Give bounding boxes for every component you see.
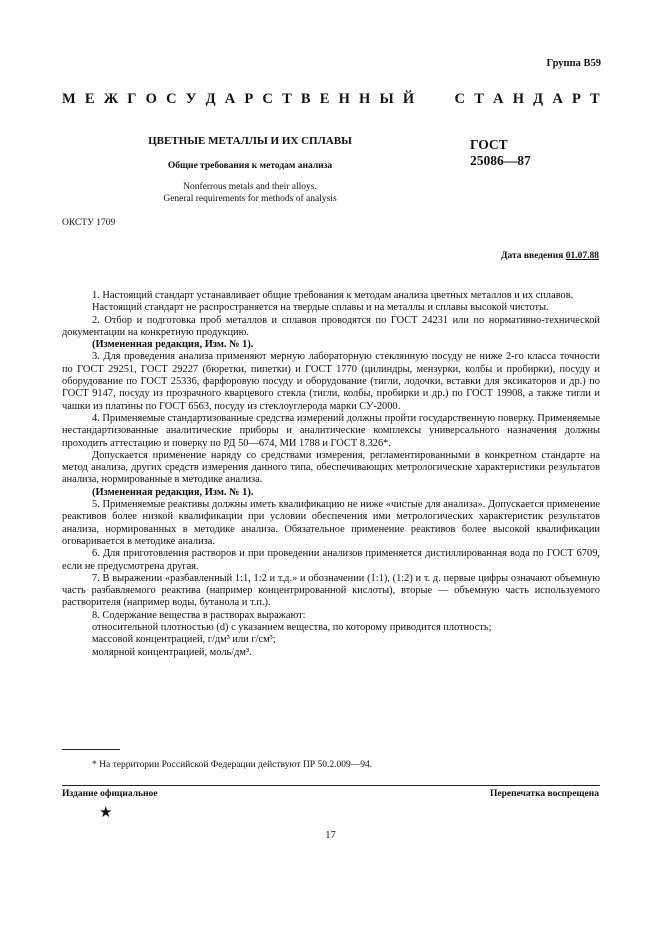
paragraph: Допускается применение наряду со средствами измерения, регламентированными в конкретном стандарте на метод анализа, других средств измерения данного типа, обеспечивающих метрологические характеристики результатов анализа, нормированные в методике анализа. [62,449,600,486]
banner-letter: Р [244,91,254,107]
footnote-divider [62,749,120,750]
banner-letter: Р [571,91,581,107]
introduction-date-label: Дата введения [500,251,566,261]
standard-banner [62,91,600,108]
banner-letter: О [145,91,157,107]
list-item: массовой концентрацией, г/дм³ или г/см³; [92,634,276,646]
document-title: ЦВЕТНЫЕ МЕТАЛЛЫ И ИХ СПЛАВЫ [148,135,352,147]
banner-letter: С [166,91,177,107]
banner-letter: Т [282,91,292,107]
banner-letter: У [185,91,197,107]
banner-letter: Д [205,91,216,107]
banner-letter: Н [512,91,524,107]
paragraph: 7. В выражении «разбавленный 1:1, 1:2 и т.д.» и обозначении (1:1), (1:2) и т. д. первые цифры означают объемную часть разбавляемого реактива (например концентрированной кислоты), вторые — объемную часть используемого растворителя (например воды, бутанола и т.п.). [62,572,600,609]
banner-letter: Н [338,91,350,107]
paragraph: 3. Для проведения анализа применяют мерную лабораторную стеклянную посуду не ниже 2-го класса точности по ГОСТ 29251, ГОСТ 29227 (бюретки, пипетки) и ГОСТ 1770 (цилиндры, мензурки, колбы и пробирки), посуду и оборудование по ГОСТ 25336, фарфоровую посуду и оборудование (тигли, лодочки, вставки для эксикаторов и др.) по ГОСТ 9147, посуду из прозрачного кварцевого стекла (тигли, колбы, пробирки и др.) по ГОСТ 19908, а также тигли и чашки из платины по ГОСТ 6563, посуду из стеклоуглерода марки СУ-2000. [62,351,600,412]
banner-letter: Е [84,91,95,107]
list-item: молярной концентрацией, моль/дм³. [92,646,252,658]
paragraph: 5. Применяемые реактивы должны иметь квалификацию не ниже «чистые для анализа». Допускается применение реактивов более низкой квалификации при условии обеспечения ими метрологических характеристик результатов анализа, нормированных в методике анализа. Обязательное применение реактивов более высокой квалификации оговаривается в методике анализа. [62,499,600,547]
banner-letter: А [552,91,563,107]
gost-number: 25086—87 [470,153,531,168]
paragraph: 2. Отбор и подготовка проб металлов и сплавов проводятся по ГОСТ 24231 или по нормативно-технической документации на конкретную продукцию. [62,314,600,338]
document-subtitle: Общие требования к методам анализа [167,161,333,171]
introduction-date [501,251,599,261]
group-code: Группа В59 [546,58,601,69]
banner-letter: В [300,91,311,107]
banner-letter: Н [359,91,371,107]
gost-label: ГОСТ [470,137,508,152]
star-icon: ★ [99,805,113,821]
paragraph: 1. Настоящий стандарт устанавливает общие требования к методам анализа цветных металлов и их сплавов. [92,290,574,301]
page-number: 17 [325,830,336,841]
introduction-date-value: 01.07.88 [565,251,599,261]
english-title-line1: Nonferrous metals and their alloys. [183,182,317,192]
paragraph: 6. Для приготовления растворов и при проведении анализов применяется дистиллированная вода по ГОСТ 6709, если не предусмотрена другая. [62,548,600,572]
banner-letter: М [62,91,76,107]
english-title-line2: General requirements for methods of analysis [163,194,337,204]
banner-letter: Й [402,91,415,107]
gost-designation [470,137,531,169]
paragraph: Настоящий стандарт не распространяется на твердые сплавы и на металлы и сплавы высокой чистоты. [92,302,549,314]
footnote: * На территории Российской Федерации действуют ПР 50.2.009—94. [92,760,373,770]
list-item: относительной плотностью (d) с указанием вещества, по которому приводится плотность; [92,622,492,634]
footer-divider [62,785,600,786]
banner-letter: Т [590,91,600,107]
banner-letter: Г [127,91,137,107]
banner-word-gap [423,91,445,108]
paragraph: 8. Содержание вещества в растворах выражают: [92,609,306,621]
banner-letter: С [454,91,466,107]
official-edition-label: Издание официальное [62,789,158,799]
reprint-prohibited-label: Перепечатка воспрещена [489,789,599,799]
banner-letter: Т [474,91,484,107]
banner-letter: Ы [379,91,394,107]
banner-letter: Е [319,91,330,107]
document-body [62,290,600,659]
banner-letter: С [262,91,273,107]
amendment-note: (Измененная редакция, Изм. № 1). [92,339,254,351]
amendment-note: (Измененная редакция, Изм. № 1). [92,486,254,498]
banner-letter: Д [533,91,544,107]
banner-letter: А [493,91,504,107]
english-title [120,181,380,205]
paragraph: 4. Применяемые стандартизованные средства измерений должны пройти государственную поверку. Применяемые нестандартизованные аналитические приборы и аналитические комплексы универсального назначения должны проходить аттестацию и поверку по РД 50—674, МИ 1788 и ГОСТ 8.326*. [62,412,600,449]
banner-letter: Ж [103,91,119,107]
oksty-code: ОКСТУ 1709 [62,218,116,228]
banner-letter: А [224,91,236,107]
